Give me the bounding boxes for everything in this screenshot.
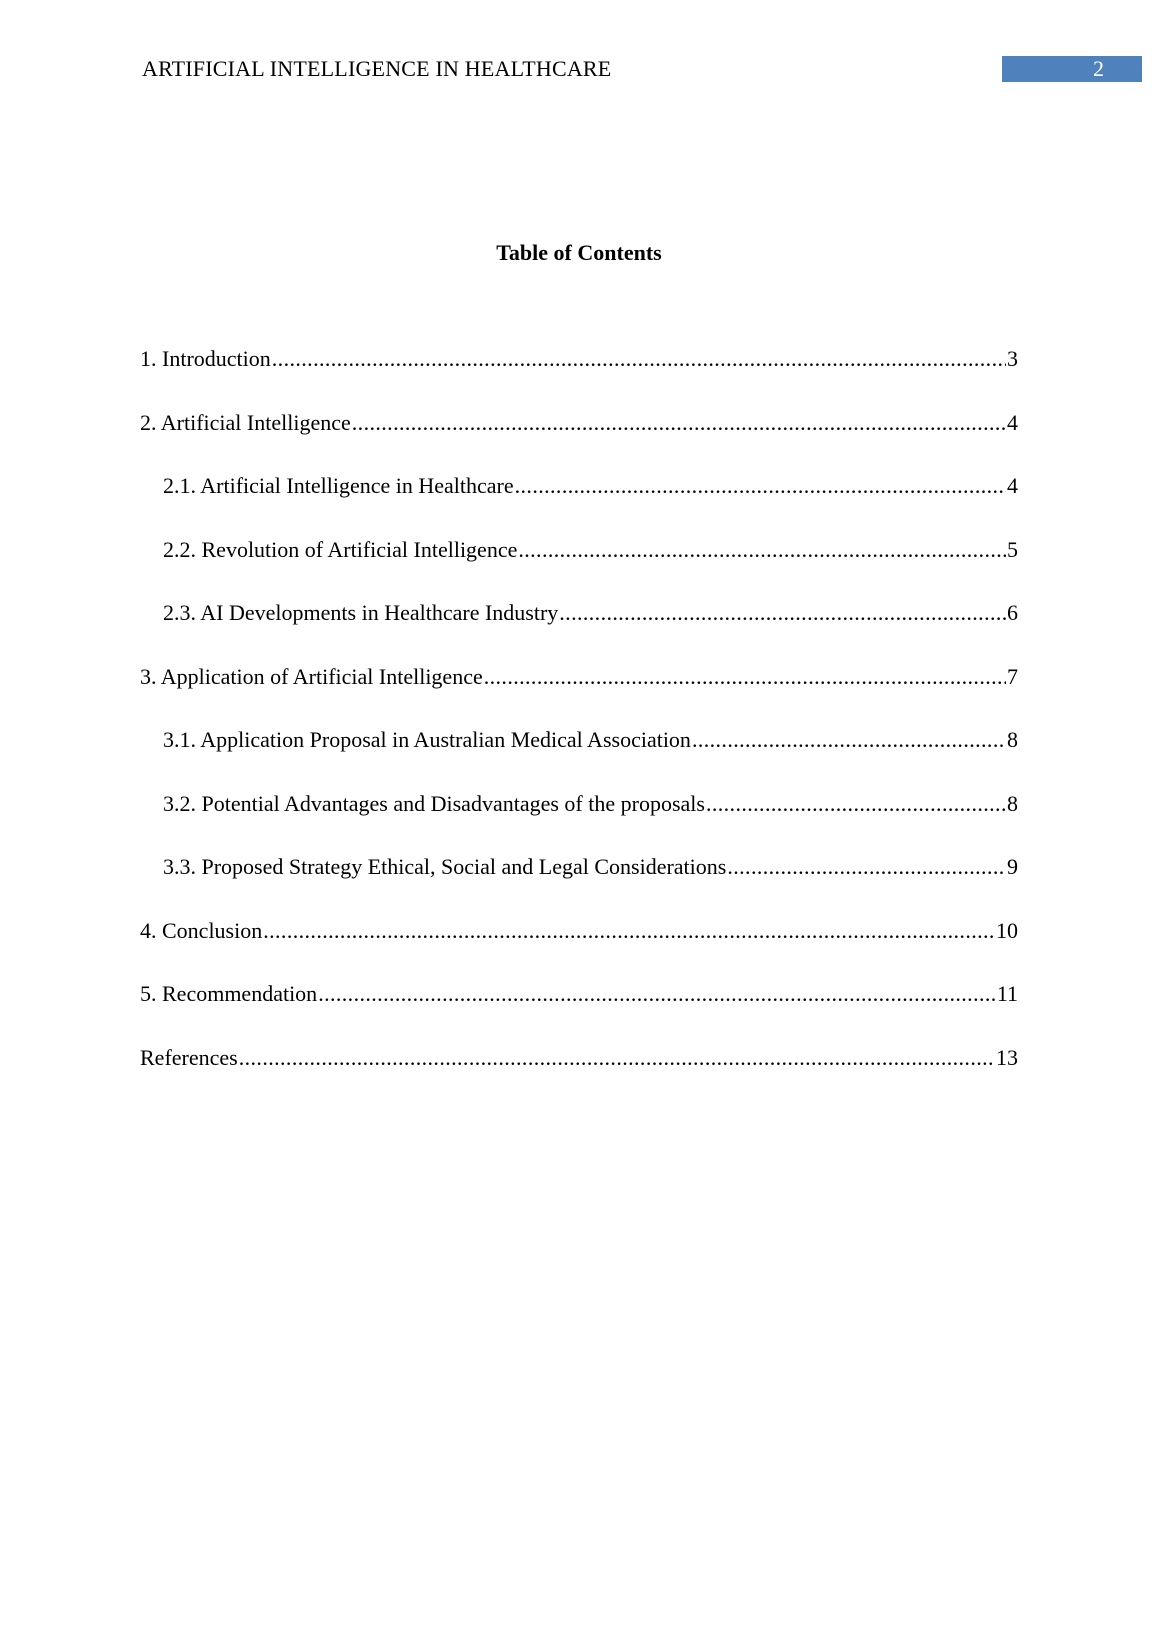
toc-entry-label: 2.3. AI Developments in Healthcare Industry xyxy=(163,600,559,625)
toc-entry-page: 5 xyxy=(1007,536,1018,562)
toc-leader-dots xyxy=(272,346,1006,372)
toc-entry[interactable] xyxy=(140,981,1018,1045)
toc-entry-page: 7 xyxy=(1007,663,1018,689)
toc-entry[interactable] xyxy=(140,346,1018,410)
toc-entry-page: 4 xyxy=(1007,409,1018,435)
toc-entry[interactable] xyxy=(140,664,1018,728)
toc-leader-dots xyxy=(692,727,1006,753)
toc-entry-page: 6 xyxy=(1007,600,1018,625)
page-number-box: 2 xyxy=(1002,56,1142,82)
toc-entry-label: 3.3. Proposed Strategy Ethical, Social and Legal Considerations xyxy=(163,854,727,879)
toc-entry[interactable] xyxy=(140,537,1018,601)
toc-entry-page: 8 xyxy=(1007,790,1018,816)
toc-entry[interactable] xyxy=(140,791,1018,855)
toc-entry-label: 3. Application of Artificial Intelligence xyxy=(140,663,483,689)
toc-leader-dots xyxy=(239,1045,995,1071)
toc-leader-dots xyxy=(727,854,1006,880)
running-head: ARTIFICIAL INTELLIGENCE IN HEALTHCARE xyxy=(142,56,612,81)
toc-leader-dots xyxy=(318,981,996,1007)
toc-entry[interactable] xyxy=(140,727,1018,791)
toc-list xyxy=(140,346,1018,1108)
toc-entry[interactable] xyxy=(140,410,1018,474)
toc-leader-dots xyxy=(515,473,1006,499)
toc-entry[interactable] xyxy=(140,918,1018,982)
toc-entry-label: 3.2. Potential Advantages and Disadvantages of the proposals xyxy=(163,790,705,816)
toc-entry-label: References xyxy=(140,1044,238,1070)
toc-entry-label: 2. Artificial Intelligence xyxy=(140,409,351,435)
toc-title: Table of Contents xyxy=(496,240,662,265)
toc-entry[interactable] xyxy=(140,854,1018,918)
toc-entry[interactable] xyxy=(140,600,1018,664)
toc-entry-label: 1. Introduction xyxy=(140,346,271,371)
toc-entry-page: 3 xyxy=(1007,346,1018,371)
toc-entry-page: 11 xyxy=(996,981,1018,1006)
toc-entry[interactable] xyxy=(140,473,1018,537)
toc-entry-page: 9 xyxy=(1007,854,1018,879)
toc-leader-dots xyxy=(559,600,1006,626)
toc-entry-label: 2.2. Revolution of Artificial Intelligence xyxy=(163,536,518,562)
toc-entry-page: 4 xyxy=(1007,473,1018,498)
toc-leader-dots xyxy=(352,410,1006,436)
toc-leader-dots xyxy=(484,664,1006,690)
toc-entry-label: 3.1. Application Proposal in Australian Medical Association xyxy=(163,727,691,752)
toc-entry-page: 8 xyxy=(1007,727,1018,752)
toc-leader-dots xyxy=(518,537,1006,563)
toc-entry-label: 4. Conclusion xyxy=(140,917,263,943)
toc-leader-dots xyxy=(706,791,1006,817)
toc-entry-page: 13 xyxy=(996,1044,1018,1070)
toc-entry[interactable] xyxy=(140,1045,1018,1109)
toc-entry-label: 2.1. Artificial Intelligence in Healthcare xyxy=(163,473,514,498)
toc-leader-dots xyxy=(263,918,995,944)
toc-entry-label: 5. Recommendation xyxy=(140,981,318,1006)
toc-entry-page: 10 xyxy=(996,917,1018,943)
